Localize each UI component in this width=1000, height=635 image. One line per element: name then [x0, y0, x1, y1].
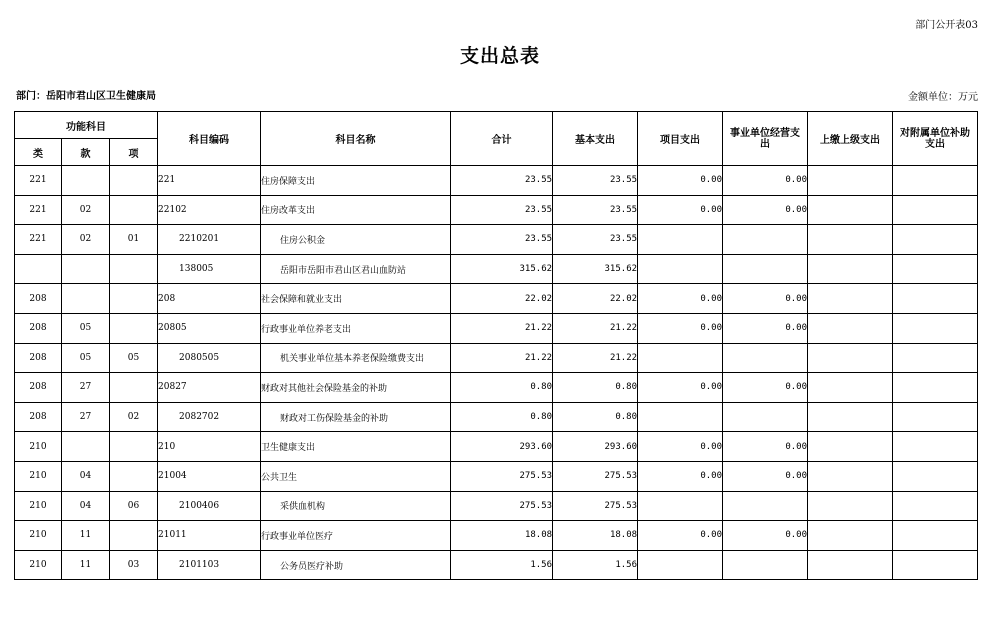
- cell-kuan: [62, 432, 110, 462]
- cell-to-upper: [808, 284, 893, 314]
- cell-xiang: [110, 432, 158, 462]
- cell-to-upper: [808, 225, 893, 255]
- cell-basic: 18.08: [553, 521, 638, 551]
- cell-subsidy: [893, 343, 978, 373]
- table-row: [15, 166, 978, 196]
- table-row: [15, 313, 978, 343]
- cell-basic: 0.80: [553, 402, 638, 432]
- cell-subject-code: 2080505: [158, 343, 261, 373]
- cell-enterprise: 0.00: [723, 461, 808, 491]
- cell-basic: 23.55: [553, 225, 638, 255]
- cell-project: [638, 491, 723, 521]
- cell-subsidy: [893, 461, 978, 491]
- cell-to-upper: [808, 521, 893, 551]
- cell-subject-code: 208: [158, 284, 261, 314]
- cell-kuan: 11: [62, 550, 110, 580]
- cell-subsidy: [893, 550, 978, 580]
- cell-subject-name: 采供血机构: [261, 491, 451, 521]
- cell-enterprise: [723, 550, 808, 580]
- cell-subject-name: 住房改革支出: [261, 195, 451, 225]
- cell-lei: 210: [15, 432, 62, 462]
- cell-subject-code: 2101103: [158, 550, 261, 580]
- cell-enterprise: [723, 343, 808, 373]
- cell-to-upper: [808, 166, 893, 196]
- cell-total: 23.55: [451, 195, 553, 225]
- cell-subsidy: [893, 521, 978, 551]
- cell-project: 0.00: [638, 284, 723, 314]
- cell-total: 21.22: [451, 313, 553, 343]
- cell-xiang: 05: [110, 343, 158, 373]
- cell-subject-code: 21004: [158, 461, 261, 491]
- cell-subject-code: 21011: [158, 521, 261, 551]
- cell-total: 23.55: [451, 225, 553, 255]
- header-func-subject: 功能科目: [15, 112, 158, 139]
- cell-subject-name: 公务员医疗补助: [261, 550, 451, 580]
- cell-subject-code: 20827: [158, 373, 261, 403]
- header-to-upper: 上缴上级支出: [808, 112, 893, 166]
- header-subject-code: 科目编码: [158, 112, 261, 166]
- cell-subject-code: 22102: [158, 195, 261, 225]
- cell-subsidy: [893, 284, 978, 314]
- table-row: [15, 550, 978, 580]
- cell-xiang: 02: [110, 402, 158, 432]
- cell-basic: 275.53: [553, 491, 638, 521]
- cell-enterprise: 0.00: [723, 432, 808, 462]
- cell-subject-name: 卫生健康支出: [261, 432, 451, 462]
- cell-subsidy: [893, 432, 978, 462]
- cell-kuan: [62, 166, 110, 196]
- cell-to-upper: [808, 373, 893, 403]
- cell-xiang: 06: [110, 491, 158, 521]
- cell-enterprise: 0.00: [723, 313, 808, 343]
- cell-project: 0.00: [638, 461, 723, 491]
- cell-project: 0.00: [638, 195, 723, 225]
- cell-subject-name: 财政对工伤保险基金的补助: [261, 402, 451, 432]
- cell-enterprise: 0.00: [723, 195, 808, 225]
- cell-project: [638, 402, 723, 432]
- form-code: 部门公开表03: [915, 20, 978, 31]
- cell-project: 0.00: [638, 313, 723, 343]
- cell-subject-name: 住房公积金: [261, 225, 451, 255]
- cell-total: 275.53: [451, 491, 553, 521]
- cell-xiang: [110, 284, 158, 314]
- header-lei: 类: [15, 139, 62, 166]
- cell-total: 275.53: [451, 461, 553, 491]
- cell-to-upper: [808, 343, 893, 373]
- header-basic: 基本支出: [553, 112, 638, 166]
- cell-subject-name: 住房保障支出: [261, 166, 451, 196]
- cell-subsidy: [893, 373, 978, 403]
- cell-enterprise: [723, 254, 808, 284]
- cell-kuan: [62, 284, 110, 314]
- cell-basic: 21.22: [553, 343, 638, 373]
- cell-subsidy: [893, 225, 978, 255]
- table-row: [15, 432, 978, 462]
- table-row: [15, 343, 978, 373]
- cell-lei: 210: [15, 461, 62, 491]
- header-subject-name: 科目名称: [261, 112, 451, 166]
- cell-kuan: 05: [62, 313, 110, 343]
- cell-kuan: 27: [62, 402, 110, 432]
- cell-xiang: 01: [110, 225, 158, 255]
- cell-subject-name: 行政事业单位医疗: [261, 521, 451, 551]
- cell-to-upper: [808, 313, 893, 343]
- cell-subject-name: 财政对其他社会保险基金的补助: [261, 373, 451, 403]
- cell-subsidy: [893, 195, 978, 225]
- cell-kuan: 05: [62, 343, 110, 373]
- cell-subject-code: 2210201: [158, 225, 261, 255]
- cell-subject-name: 社会保障和就业支出: [261, 284, 451, 314]
- page-title: 支出总表: [459, 45, 540, 67]
- cell-total: 23.55: [451, 166, 553, 196]
- cell-subject-code: 2082702: [158, 402, 261, 432]
- cell-project: [638, 343, 723, 373]
- cell-enterprise: [723, 402, 808, 432]
- cell-xiang: [110, 313, 158, 343]
- cell-total: 315.62: [451, 254, 553, 284]
- cell-enterprise: [723, 491, 808, 521]
- amount-unit-label: 金额单位：万元: [908, 92, 978, 103]
- cell-basic: 23.55: [553, 195, 638, 225]
- cell-project: [638, 254, 723, 284]
- cell-total: 1.56: [451, 550, 553, 580]
- cell-lei: 208: [15, 402, 62, 432]
- header-enterprise: 事业单位经营支出: [723, 112, 808, 166]
- cell-xiang: [110, 461, 158, 491]
- cell-to-upper: [808, 254, 893, 284]
- cell-basic: 21.22: [553, 313, 638, 343]
- cell-enterprise: 0.00: [723, 284, 808, 314]
- cell-lei: 208: [15, 313, 62, 343]
- cell-subject-code: 2100406: [158, 491, 261, 521]
- department-label: 部门：岳阳市君山区卫生健康局: [16, 91, 156, 102]
- cell-enterprise: 0.00: [723, 373, 808, 403]
- cell-subsidy: [893, 402, 978, 432]
- cell-subject-code: 221: [158, 166, 261, 196]
- cell-to-upper: [808, 432, 893, 462]
- table-row: [15, 254, 978, 284]
- cell-subsidy: [893, 166, 978, 196]
- table-row: [15, 491, 978, 521]
- cell-to-upper: [808, 402, 893, 432]
- cell-subject-name: 岳阳市岳阳市君山区君山血防站: [261, 254, 451, 284]
- cell-xiang: [110, 166, 158, 196]
- cell-xiang: [110, 373, 158, 403]
- cell-subject-name: 行政事业单位养老支出: [261, 313, 451, 343]
- cell-kuan: 04: [62, 491, 110, 521]
- cell-kuan: 27: [62, 373, 110, 403]
- table-row: [15, 373, 978, 403]
- header-xiang: 项: [110, 139, 158, 166]
- cell-to-upper: [808, 491, 893, 521]
- cell-total: 21.22: [451, 343, 553, 373]
- cell-lei: 210: [15, 491, 62, 521]
- cell-project: [638, 225, 723, 255]
- cell-kuan: 02: [62, 195, 110, 225]
- cell-enterprise: [723, 225, 808, 255]
- cell-project: 0.00: [638, 432, 723, 462]
- table-row: [15, 461, 978, 491]
- cell-enterprise: 0.00: [723, 166, 808, 196]
- cell-xiang: 03: [110, 550, 158, 580]
- cell-enterprise: 0.00: [723, 521, 808, 551]
- cell-subsidy: [893, 254, 978, 284]
- cell-lei: 221: [15, 225, 62, 255]
- cell-lei: 210: [15, 521, 62, 551]
- cell-kuan: 11: [62, 521, 110, 551]
- table-row: [15, 402, 978, 432]
- cell-total: 0.80: [451, 402, 553, 432]
- cell-to-upper: [808, 195, 893, 225]
- cell-total: 22.02: [451, 284, 553, 314]
- cell-kuan: 04: [62, 461, 110, 491]
- cell-lei: 208: [15, 284, 62, 314]
- cell-total: 293.60: [451, 432, 553, 462]
- expenditure-table: [14, 111, 978, 580]
- cell-basic: 23.55: [553, 166, 638, 196]
- cell-subject-code: 210: [158, 432, 261, 462]
- cell-xiang: [110, 195, 158, 225]
- cell-lei: 208: [15, 343, 62, 373]
- cell-project: 0.00: [638, 166, 723, 196]
- cell-total: 18.08: [451, 521, 553, 551]
- cell-subject-name: 机关事业单位基本养老保险缴费支出: [261, 343, 451, 373]
- header-kuan: 款: [62, 139, 110, 166]
- cell-basic: 293.60: [553, 432, 638, 462]
- header-total: 合计: [451, 112, 553, 166]
- cell-subsidy: [893, 313, 978, 343]
- cell-lei: [15, 254, 62, 284]
- cell-lei: 208: [15, 373, 62, 403]
- cell-subject-name: 公共卫生: [261, 461, 451, 491]
- cell-subject-code: 20805: [158, 313, 261, 343]
- cell-lei: 210: [15, 550, 62, 580]
- cell-lei: 221: [15, 195, 62, 225]
- cell-project: [638, 550, 723, 580]
- cell-subject-code: 138005: [158, 254, 261, 284]
- cell-total: 0.80: [451, 373, 553, 403]
- cell-basic: 315.62: [553, 254, 638, 284]
- cell-project: 0.00: [638, 521, 723, 551]
- cell-kuan: 02: [62, 225, 110, 255]
- table-row: [15, 521, 978, 551]
- cell-basic: 0.80: [553, 373, 638, 403]
- cell-xiang: [110, 521, 158, 551]
- table-row: [15, 225, 978, 255]
- cell-kuan: [62, 254, 110, 284]
- cell-to-upper: [808, 461, 893, 491]
- table-row: [15, 284, 978, 314]
- table-row: [15, 195, 978, 225]
- cell-xiang: [110, 254, 158, 284]
- header-project: 项目支出: [638, 112, 723, 166]
- header-subsidy: 对附属单位补助支出: [893, 112, 978, 166]
- cell-project: 0.00: [638, 373, 723, 403]
- cell-basic: 22.02: [553, 284, 638, 314]
- cell-subsidy: [893, 491, 978, 521]
- cell-to-upper: [808, 550, 893, 580]
- cell-lei: 221: [15, 166, 62, 196]
- cell-basic: 1.56: [553, 550, 638, 580]
- cell-basic: 275.53: [553, 461, 638, 491]
